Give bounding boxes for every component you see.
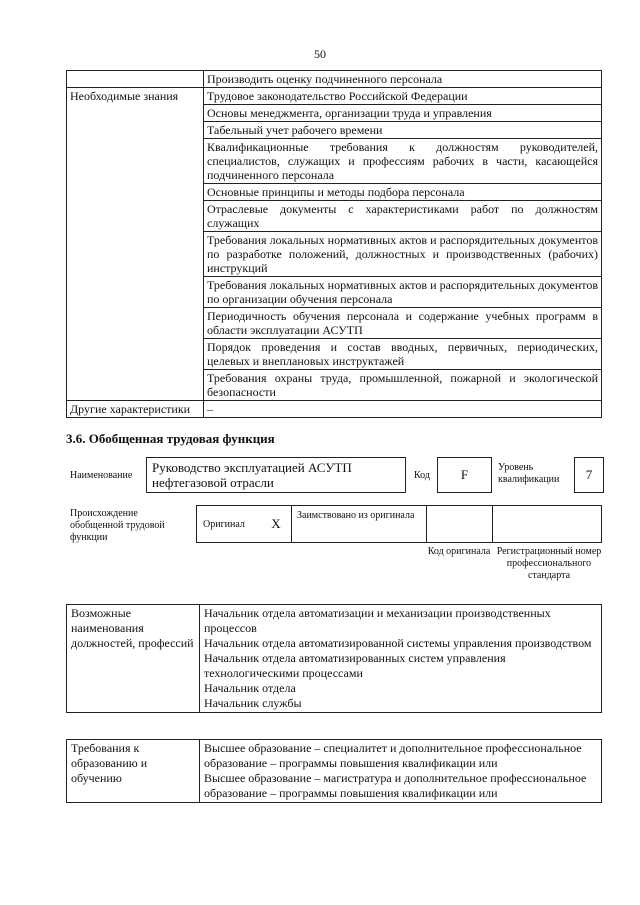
knowledge-item: Трудовое законодательство Российской Федерации — [204, 88, 602, 105]
education-item: Высшее образование – магистратура и дополнительное профессиональное образование – программы повышения квалификации или — [204, 771, 587, 800]
knowledge-item: Требования локальных нормативных актов и распорядительных документов по организации обучения персонала — [204, 277, 602, 308]
original-mark: X — [261, 506, 292, 542]
positions-table — [66, 604, 602, 713]
skill-item: Производить оценку подчиненного персонала — [204, 71, 602, 88]
origin-table — [196, 505, 602, 543]
position-item: Начальник отдела — [204, 681, 296, 695]
code-label: Код — [414, 470, 430, 481]
education-label: Требования к образованию и обучению — [67, 740, 200, 803]
position-item: Начальник службы — [204, 696, 302, 710]
knowledge-item: Требования локальных нормативных актов и распорядительных документов по разработке положений, должностных и производственных (рабочих) инструкций — [204, 232, 602, 277]
borrowed-label: Заимствовано из оригинала — [291, 506, 427, 542]
table-row — [67, 88, 602, 105]
positions-list — [200, 605, 602, 713]
education-item: Высшее образование – специалитет и дополнительное профессиональное образование – программы повышения квалификации или — [204, 741, 582, 770]
code-original-cell — [427, 506, 493, 542]
code-value: F — [437, 457, 492, 493]
position-item: Начальник отдела автоматизированной системы управления производством — [204, 636, 592, 650]
position-item: Начальник отдела автоматизации и механизации производственных процессов — [204, 606, 551, 635]
knowledge-item: Отраслевые документы с характеристиками работ по должностям служащих — [204, 201, 602, 232]
reg-number-caption: Регистрационный номер профессионального стандарта — [496, 546, 602, 581]
level-label: Уровень квалификации — [498, 462, 560, 485]
knowledge-item: Порядок проведения и состав вводных, первичных, периодических, целевых и внеплановых инструктажей — [204, 339, 602, 370]
table-row — [67, 401, 602, 418]
page-number: 50 — [314, 47, 326, 61]
knowledge-label: Необходимые знания — [67, 88, 204, 401]
knowledge-item: Табельный учет рабочего времени — [204, 122, 602, 139]
level-value: 7 — [574, 457, 604, 493]
table-row — [67, 71, 602, 88]
knowledge-item: Квалификационные требования к должностям руководителей, специалистов, служащих и профессиям рабочих в части, касающейся подчиненного персонала — [204, 139, 602, 184]
knowledge-table — [66, 70, 602, 418]
code-original-caption: Код оригинала — [427, 546, 491, 557]
positions-label: Возможные наименования должностей, профессий — [67, 605, 200, 713]
other-label: Другие характеристики — [67, 401, 204, 418]
name-label: Наименование — [70, 470, 133, 481]
knowledge-item: Основные принципы и методы подбора персонала — [204, 184, 602, 201]
other-value: – — [204, 401, 602, 418]
position-item: Начальник отдела автоматизированных систем управления технологическими процессами — [204, 651, 506, 680]
knowledge-item: Требования охраны труда, промышленной, пожарной и экологической безопасности — [204, 370, 602, 401]
section-heading: 3.6. Обобщенная трудовая функция — [66, 431, 275, 446]
original-label: Оригинал — [203, 519, 245, 530]
knowledge-item: Основы менеджмента, организации труда и управления — [204, 105, 602, 122]
knowledge-item: Периодичность обучения персонала и содержание учебных программ в области эксплуатации АСУТП — [204, 308, 602, 339]
origin-label: Происхождение обобщенной трудовой функции — [70, 508, 165, 543]
empty-label-cell — [67, 71, 204, 88]
education-table — [66, 739, 602, 803]
education-list — [200, 740, 602, 803]
name-value: Руководство эксплуатацией АСУТП нефтегазовой отрасли — [146, 457, 406, 493]
